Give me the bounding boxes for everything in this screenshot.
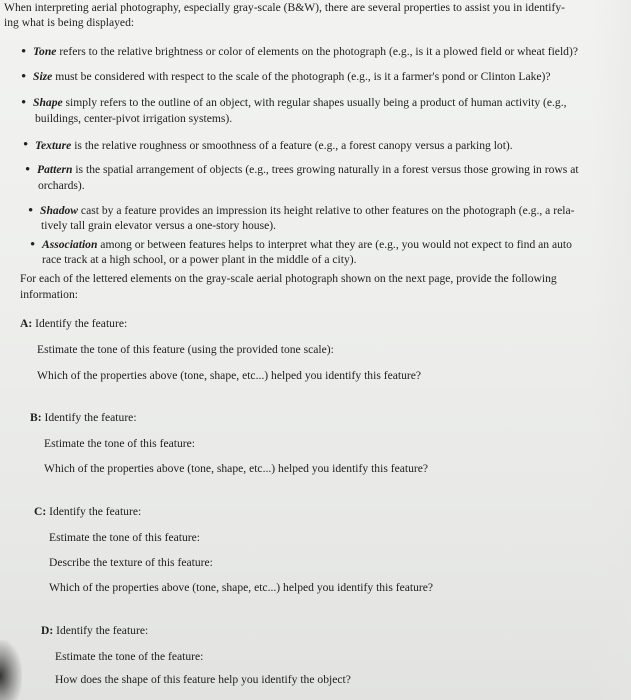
- question-letter: B:: [30, 411, 42, 424]
- property-description: refers to the relative brightness or color of elements on the photograph (e.g., is it a plowed field or wheat field)?: [56, 45, 578, 58]
- list-item-shape: [33, 96, 567, 110]
- list-item-shadow-continued: tively tall grain elevator versus a one-story house).: [41, 219, 277, 232]
- question-letter: D:: [41, 624, 54, 637]
- instructions-line-2: information:: [20, 288, 78, 301]
- bullet-marker: •: [28, 203, 34, 219]
- property-term: Pattern: [37, 163, 73, 176]
- question-c-identify: [34, 505, 141, 519]
- list-item-texture: [35, 139, 513, 153]
- list-item-tone: [33, 45, 578, 59]
- bullet-marker: •: [21, 69, 27, 85]
- page-fade: [591, 0, 631, 700]
- property-description: is the spatial arrangement of objects (e.g., trees growing naturally in a forest versus those growing in rows at: [72, 163, 579, 176]
- property-term: Shadow: [40, 204, 79, 217]
- property-description: among or between features helps to interpret what they are (e.g., you would not expect to find an auto: [97, 238, 572, 251]
- question-d-identify: [41, 624, 148, 638]
- question-prompt: Identify the feature:: [41, 411, 137, 424]
- question-a-identify: [20, 317, 127, 331]
- bullet-marker: •: [25, 162, 31, 178]
- intro-line-1: When interpreting aerial photography, especially gray-scale (B&W), there are several properties to assist you in identify-: [4, 1, 566, 14]
- question-a-properties: Which of the properties above (tone, shape, etc...) helped you identify this feature?: [37, 369, 422, 382]
- question-prompt: Identify the feature:: [46, 505, 142, 518]
- question-c-properties: Which of the properties above (tone, shape, etc...) helped you identify this feature?: [49, 581, 434, 594]
- property-description: is the relative roughness or smoothness of a feature (e.g., a forest canopy versus a parking lot).: [71, 139, 513, 152]
- list-item-shape-continued: buildings, center-pivot irrigation systems).: [35, 112, 233, 125]
- property-term: Tone: [33, 45, 57, 58]
- question-letter: A:: [20, 317, 33, 330]
- bullet-marker: •: [21, 44, 27, 60]
- property-description: must be considered with respect to the scale of the photograph (e.g., is it a farmer's pond or Clinton Lake)?: [52, 70, 551, 83]
- question-d-shape: How does the shape of this feature help you identify the object?: [55, 673, 351, 686]
- question-c-texture: Describe the texture of this feature:: [49, 556, 213, 569]
- edge-shadow: [0, 640, 22, 700]
- list-item-pattern-continued: orchards).: [38, 179, 85, 192]
- question-b-properties: Which of the properties above (tone, shape, etc...) helped you identify this feature?: [44, 462, 429, 475]
- list-item-association: [42, 238, 572, 252]
- question-b-tone: Estimate the tone of this feature:: [44, 437, 195, 450]
- property-term: Texture: [35, 139, 72, 152]
- property-term: Size: [33, 70, 53, 83]
- question-letter: C:: [34, 505, 47, 518]
- question-b-identify: [30, 411, 137, 425]
- list-item-pattern: [37, 163, 579, 177]
- property-description: simply refers to the outline of an object, with regular shapes usually being a product of human activity (e.g.,: [62, 96, 567, 109]
- bullet-marker: •: [23, 137, 29, 153]
- intro-line-2: ing what is being displayed:: [4, 16, 135, 29]
- question-a-tone: Estimate the tone of this feature (using the provided tone scale):: [37, 343, 334, 356]
- question-prompt: Identify the feature:: [53, 624, 149, 637]
- list-item-size: [33, 70, 551, 84]
- property-description: cast by a feature provides an impression its height relative to other features on the photograph (e.g., a rela-: [78, 204, 575, 217]
- property-term: Association: [42, 238, 98, 251]
- property-term: Shape: [33, 96, 63, 109]
- list-item-shadow: [40, 204, 574, 218]
- question-d-tone: Estimate the tone of the feature:: [55, 650, 204, 663]
- bullet-marker: •: [30, 237, 36, 253]
- question-prompt: Identify the feature:: [32, 317, 128, 330]
- instructions-line-1: For each of the lettered elements on the gray-scale aerial photograph shown on the next page, provide the following: [20, 272, 557, 285]
- question-c-tone: Estimate the tone of this feature:: [49, 531, 200, 544]
- bullet-marker: •: [21, 95, 27, 111]
- list-item-association-continued: race track at a high school, or a power plant in the middle of a city).: [42, 253, 357, 266]
